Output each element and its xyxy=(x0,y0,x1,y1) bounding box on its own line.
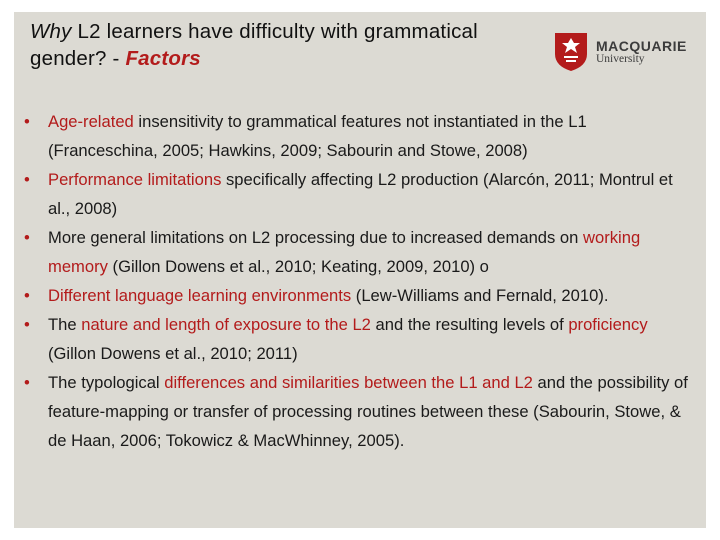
highlighted-phrase: proficiency xyxy=(568,315,648,334)
bullet-text: More general limitations on L2 processing due to increased demands on xyxy=(48,228,584,247)
title-highlight: Factors xyxy=(125,47,201,70)
bullet-text: (Gillon Dowens et al., 2010; 2011) xyxy=(48,344,298,363)
logo-line-1: MACQUARIE xyxy=(596,38,687,54)
highlighted-phrase: differences and similarities between the L1 and L2 xyxy=(164,373,533,392)
bullet-text: The typological xyxy=(48,373,165,392)
bullet-text: The xyxy=(48,315,82,334)
highlighted-phrase: nature and length of exposure to the L2 xyxy=(81,315,371,334)
bullet-text: and the resulting levels of xyxy=(370,315,569,334)
bullet-item xyxy=(24,368,694,455)
bullet-dot-icon: • xyxy=(24,112,30,131)
bullet-text: (Lew-Williams and Fernald, 2010). xyxy=(351,286,609,305)
bullet-dot-icon: • xyxy=(24,373,30,392)
bullet-item xyxy=(24,310,694,368)
bullet-dot-icon: • xyxy=(24,228,30,247)
bullet-item xyxy=(24,223,694,281)
bullet-list xyxy=(24,107,694,455)
bullet-dot-icon: • xyxy=(24,315,30,334)
bullet-item xyxy=(24,281,694,310)
bullet-text: specifically affecting L2 production (Alarcón, 2011; Montrul et al., 2008) xyxy=(48,170,673,218)
bullet-dot-icon: • xyxy=(24,286,30,305)
bullet-item xyxy=(24,165,694,223)
title-italic-word: Why xyxy=(30,20,72,43)
bullet-text: (Gillon Dowens et al., 2010; Keating, 2009, 2010) o xyxy=(107,257,489,276)
macquarie-shield-icon xyxy=(554,32,588,72)
title-text: L2 learners have difficulty with grammatical gender? - xyxy=(30,20,478,70)
highlighted-phrase: Age-related xyxy=(48,112,134,131)
bullet-item xyxy=(24,107,694,165)
highlighted-phrase: working memory xyxy=(48,228,641,276)
slide-title xyxy=(30,18,500,72)
bullet-text: insensitivity to grammatical features not instantiated in the L1 (Franceschina, 2005; Hawkins, 2009; Sabourin and Stowe, 2008) xyxy=(48,112,587,160)
bullet-text: and the possibility of feature-mapping or transfer of processing routines between these (Sabourin, Stowe, & de Haan, 2006; Tokowicz & MacWhinney, 2005). xyxy=(48,373,688,450)
logo-line-2: University xyxy=(596,53,645,65)
bullet-dot-icon: • xyxy=(24,170,30,189)
highlighted-phrase: Different language learning environments xyxy=(48,286,352,305)
university-logo xyxy=(554,32,704,74)
highlighted-phrase: Performance limitations xyxy=(48,170,222,189)
slide xyxy=(14,12,706,528)
